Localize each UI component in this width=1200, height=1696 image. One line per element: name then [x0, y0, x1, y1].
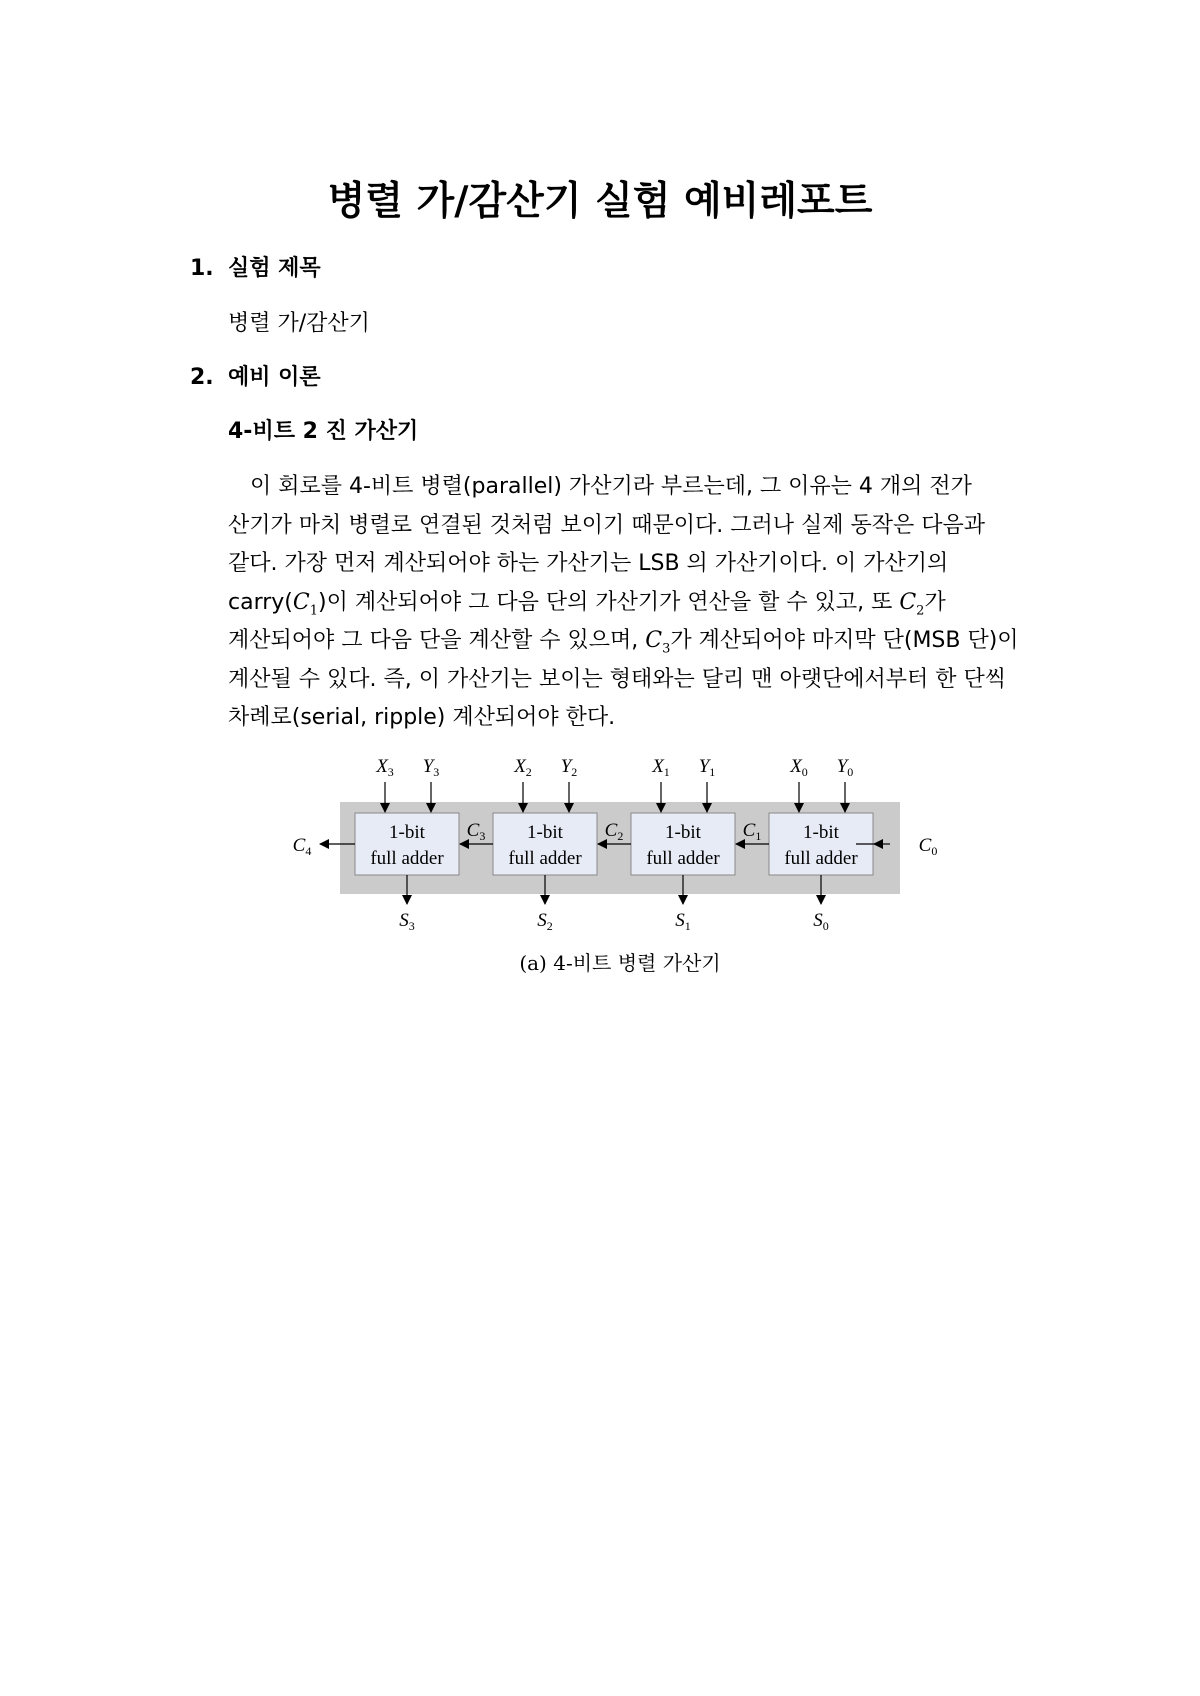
diagram-content	[293, 756, 938, 933]
carry-c2-label: $C_2$	[604, 820, 624, 843]
full-adder-label-2-bit-0: full adder	[784, 848, 858, 869]
input-x2-label: $X_2$	[514, 756, 532, 779]
full-adder-label-2-bit-2: full adder	[508, 848, 582, 869]
math-c1-sub: 1	[309, 602, 319, 618]
subheading-4bit-adder: 4-비트 2 진 가산기	[228, 419, 419, 444]
input-x0-label: $X_0$	[790, 756, 808, 779]
section-1-title: 실험 제목	[228, 256, 321, 281]
carry-text: carry(	[228, 589, 293, 615]
carry-c4-label: $C_4$	[292, 835, 312, 858]
diagram-caption: (a) 4-비트 병렬 가산기	[519, 951, 721, 975]
paragraph-line-4-mid: )이 계산되어야 그 다음 단의 가산기가 연산을 할 수 있고, 또	[318, 589, 900, 615]
full-adder-label-1-bit-3: 1-bit	[389, 822, 425, 843]
output-s1-label: $S_1$	[675, 910, 691, 933]
input-x3-label: $X_3$	[376, 756, 394, 779]
input-x1-label: $X_1$	[652, 756, 670, 779]
carry-c3-label: $C_3$	[466, 820, 486, 843]
full-adder-label-2-bit-3: full adder	[370, 848, 444, 869]
carry-c1-label: $C_1$	[742, 820, 762, 843]
paragraph-line-5-start: 계산되어야 그 다음 단을 계산할 수 있으며,	[228, 628, 646, 653]
math-c3-sub: 3	[662, 641, 671, 657]
paragraph-line-4	[228, 584, 1068, 623]
paragraph-line-6: 계산될 수 있다. 즉, 이 가산기는 보이는 형태와는 달리 맨 아랫단에서부터 한 단씩	[228, 666, 1006, 692]
section-2-heading	[190, 363, 321, 393]
math-c3	[645, 628, 671, 657]
full-adder-label-1-bit-1: 1-bit	[665, 822, 701, 843]
carry-c0-label: $C_0$	[918, 835, 938, 858]
input-y0-label: $Y_0$	[836, 756, 854, 779]
math-c1	[292, 589, 319, 618]
math-c3-letter: C	[645, 628, 663, 653]
section-1-body: 병렬 가/감산기	[228, 311, 370, 336]
paragraph-line-5-end: 가 계산되어야 마지막 단(MSB 단)이	[670, 628, 1019, 653]
section-1-number: 1.	[190, 256, 214, 281]
paragraph-line-2: 산기가 마치 병렬로 연결된 것처럼 보이기 때문이다. 그러나 실제 동작은 다음과	[228, 512, 985, 538]
section-2-title: 예비 이론	[228, 365, 321, 390]
input-y2-label: $Y_2$	[560, 756, 578, 779]
paragraph-line-5	[228, 622, 1068, 661]
ripple-carry-adder-diagram	[280, 748, 960, 980]
theory-paragraph	[228, 468, 1068, 738]
output-s2-label: $S_2$	[537, 910, 553, 933]
section-2-number: 2.	[190, 365, 214, 390]
input-y3-label: $Y_3$	[422, 756, 440, 779]
math-c2	[899, 589, 925, 618]
paragraph-line-7: 차례로(serial, ripple) 계산되어야 한다.	[228, 705, 616, 730]
section-1-heading	[190, 254, 321, 284]
output-s0-label: $S_0$	[813, 910, 829, 933]
output-s3-label: $S_3$	[399, 910, 415, 933]
math-c1-letter: C	[292, 589, 310, 615]
math-c2-letter: C	[899, 589, 917, 615]
paragraph-line-4-end: 가	[924, 589, 946, 615]
full-adder-label-1-bit-2: 1-bit	[527, 822, 563, 843]
full-adder-label-1-bit-0: 1-bit	[803, 822, 839, 843]
paragraph-line-3: 같다. 가장 먼저 계산되어야 하는 가산기는 LSB 의 가산기이다. 이 가산기의	[228, 551, 949, 576]
page-title: 병렬 가/감산기 실험 예비레포트	[327, 179, 873, 224]
paragraph-line-1: 이 회로를 4-비트 병렬(parallel) 가산기라 부르는데, 그 이유는 4 개의 전가	[250, 474, 972, 499]
math-c2-sub: 2	[916, 602, 925, 618]
input-y1-label: $Y_1$	[698, 756, 716, 779]
full-adder-label-2-bit-1: full adder	[646, 848, 720, 869]
